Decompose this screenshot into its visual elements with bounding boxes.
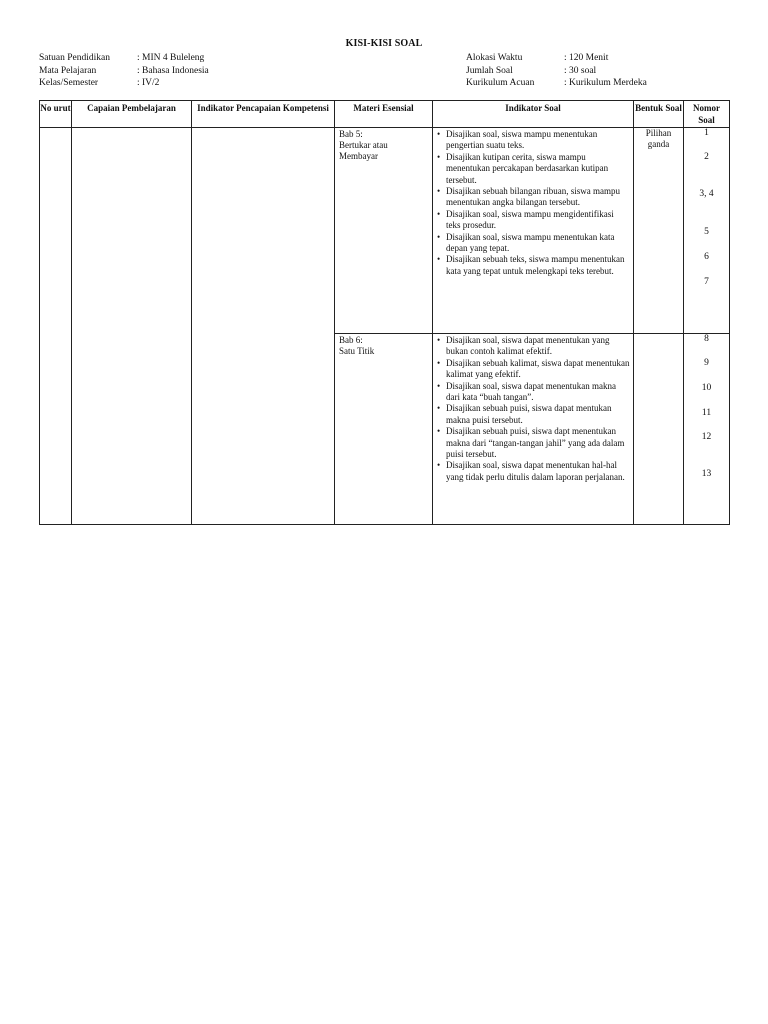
header-indikator-pencapaian: Indikator Pencapaian Kompetensi — [192, 101, 335, 128]
bentuk-text: Pilihan ganda — [645, 128, 672, 149]
indicator-list — [433, 128, 633, 277]
nomor-soal: 11 — [701, 408, 712, 418]
header-materi: Materi Esensial — [335, 101, 433, 128]
list-item: • Disajikan soal, siswa mampu menentukan pengertian suatu teks. — [436, 129, 630, 152]
meta-label: Kurikulum Acuan — [466, 78, 535, 88]
header-capaian: Capaian Pembelajaran — [72, 101, 192, 128]
header-nomor: Nomor Soal — [684, 101, 730, 128]
cell-bentuk — [634, 128, 684, 334]
meta-row — [39, 65, 209, 78]
list-item: • Disajikan soal, siswa mampu mengidentifikasi teks prosedur. — [436, 209, 630, 232]
list-item: • Disajikan soal, siswa dapat menentukan yang bukan contoh kalimat efektif. — [436, 335, 630, 358]
meta-label: Mata Pelajaran — [39, 65, 97, 76]
nomor-soal: 3, 4 — [699, 189, 714, 199]
meta-row — [39, 52, 209, 65]
meta-value: : 120 Menit — [564, 53, 609, 63]
header-bentuk: Bentuk Soal — [634, 101, 684, 128]
meta-label: Alokasi Waktu — [466, 53, 523, 63]
nomor-soal: 1 — [704, 128, 709, 138]
meta-label: Jumlah Soal — [466, 65, 513, 76]
meta-right — [466, 52, 647, 90]
list-item: • Disajikan soal, siswa dapat menentukan hal-hal yang tidak perlu ditulis dalam laporan perjalanan. — [436, 460, 630, 483]
meta-row — [39, 77, 209, 90]
cell-indikator-pencapaian — [192, 128, 335, 525]
cell-indikator-soal — [433, 128, 634, 334]
cell-no-urut — [40, 128, 72, 525]
meta-row — [466, 65, 647, 78]
meta-row — [466, 77, 647, 90]
meta-value: : IV/2 — [137, 78, 160, 88]
nomor-soal: 9 — [704, 358, 709, 368]
cell-capaian — [72, 128, 192, 525]
list-item: • Disajikan sebuah bilangan ribuan, siswa mampu menentukan angka bilangan tersebut. — [436, 186, 630, 209]
meta-label: Kelas/Semester — [39, 78, 99, 88]
nomor-soal: 6 — [704, 252, 709, 262]
header-indikator-soal: Indikator Soal — [433, 101, 634, 128]
nomor-soal: 2 — [704, 152, 709, 162]
meta-value: : 30 soal — [564, 65, 597, 76]
list-item: • Disajikan sebuah puisi, siswa dapt menentukan makna dari “tangan-tangan jahil” yang ada dalam puisi tersebut. — [436, 426, 630, 460]
table-row — [40, 128, 730, 334]
list-item: • Disajikan kutipan cerita, siswa mampu menentukan percakapan berdasarkan kutipan tersebut. — [436, 152, 630, 186]
nomor-list — [684, 334, 729, 524]
nomor-soal: 7 — [704, 277, 709, 287]
cell-nomor — [684, 128, 730, 334]
nomor-list — [684, 128, 729, 333]
header-no-urut: No urut — [40, 101, 72, 128]
materi-text: Bab 6: Satu Titik — [339, 335, 375, 356]
list-item: • Disajikan soal, siswa mampu menentukan kata depan yang tepat. — [436, 232, 630, 255]
list-item: • Disajikan sebuah teks, siswa mampu menentukan kata yang tepat untuk melengkapi teks terebut. — [436, 254, 630, 277]
cell-bentuk — [634, 334, 684, 525]
list-item: • Disajikan soal, siswa dapat menentukan makna dari kata “buah tangan”. — [436, 381, 630, 404]
list-item: • Disajikan sebuah puisi, siswa dapat mentukan makna puisi tersebut. — [436, 403, 630, 426]
meta-value: : Kurikulum Merdeka — [564, 78, 647, 88]
kisi-kisi-table — [39, 100, 730, 525]
materi-text: Bab 5: Bertukar atau Membayar — [339, 129, 388, 161]
nomor-soal: 10 — [701, 383, 712, 393]
list-item: • Disajikan sebuah kalimat, siswa dapat menentukan kalimat yang efektif. — [436, 358, 630, 381]
cell-materi — [335, 128, 433, 334]
cell-nomor — [684, 334, 730, 525]
nomor-soal: 13 — [701, 469, 712, 479]
nomor-soal: 12 — [701, 432, 712, 442]
meta-row — [466, 52, 647, 65]
nomor-soal: 8 — [704, 334, 709, 344]
indicator-list — [433, 334, 633, 483]
meta-value: : Bahasa Indonesia — [137, 65, 209, 76]
meta-left — [39, 52, 209, 90]
document-title: KISI-KISI SOAL — [345, 38, 423, 49]
cell-materi — [335, 334, 433, 525]
nomor-soal: 5 — [704, 227, 709, 237]
cell-indikator-soal — [433, 334, 634, 525]
meta-value: : MIN 4 Buleleng — [137, 53, 205, 63]
meta-label: Satuan Pendidikan — [39, 53, 110, 63]
